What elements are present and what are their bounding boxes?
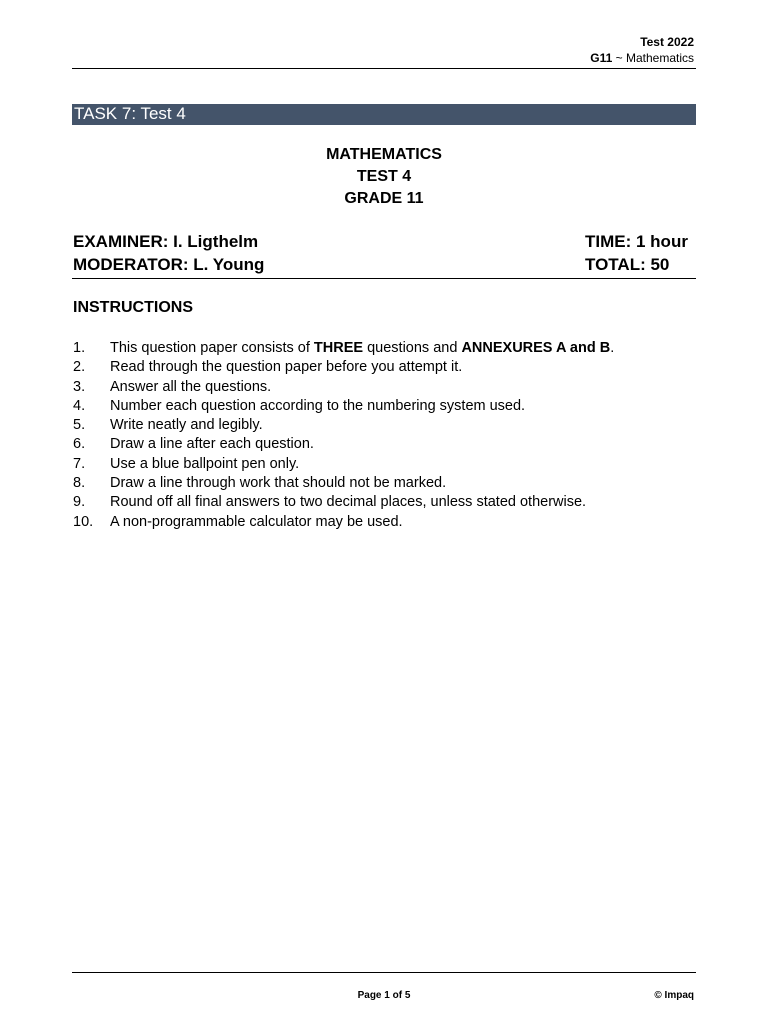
instruction-number: 6. xyxy=(73,436,86,453)
instruction-number: 9. xyxy=(73,494,86,511)
instruction-item xyxy=(73,397,614,416)
total-label: TOTAL: 50 xyxy=(585,255,670,274)
instruction-text: questions and xyxy=(363,340,462,356)
exam-staff xyxy=(73,230,264,276)
page-number: Page 1 of 5 xyxy=(357,990,411,1001)
instruction-number: 10. xyxy=(73,513,94,530)
instruction-text: Use a blue ballpoint pen only. xyxy=(110,455,300,472)
instruction-item xyxy=(73,513,614,532)
footer-divider xyxy=(72,972,696,973)
header-grade: G11 xyxy=(590,51,613,65)
instruction-text: Answer all the questions. xyxy=(110,378,272,395)
header-subject: ~ Mathematics xyxy=(612,51,694,65)
instruction-number: 3. xyxy=(73,378,86,395)
moderator-label: MODERATOR: L. Young xyxy=(73,255,265,274)
instruction-item xyxy=(73,493,614,512)
instruction-item xyxy=(73,378,614,397)
header-test-year: Test 2022 xyxy=(640,35,694,49)
instruction-text: Round off all final answers to two decimal places, unless stated otherwise. xyxy=(110,494,587,511)
instruction-number: 4. xyxy=(73,397,86,414)
info-divider xyxy=(72,278,696,279)
instruction-number: 7. xyxy=(73,455,86,472)
instruction-text: Draw a line after each question. xyxy=(110,436,314,453)
copyright: © Impaq xyxy=(654,990,694,1001)
title-subject: MATHEMATICS xyxy=(326,146,442,163)
exam-details xyxy=(585,230,688,276)
instruction-item xyxy=(73,358,614,377)
examiner-label: EXAMINER: I. Ligthelm xyxy=(73,232,259,251)
time-label: TIME: 1 hour xyxy=(585,232,688,251)
instruction-text: This question paper consists of xyxy=(110,340,314,356)
instruction-item xyxy=(73,455,614,474)
instruction-emphasis: THREE xyxy=(313,340,364,356)
instruction-text: A non-programmable calculator may be used. xyxy=(110,513,403,530)
instruction-text: Read through the question paper before you attempt it. xyxy=(110,359,463,376)
instructions-list xyxy=(73,339,614,532)
title-grade: GRADE 11 xyxy=(344,190,424,207)
instruction-item xyxy=(73,474,614,493)
instruction-item xyxy=(73,435,614,454)
instruction-number: 2. xyxy=(73,359,86,376)
header-divider xyxy=(72,68,696,69)
instruction-number: 1. xyxy=(73,340,86,356)
instructions-heading: INSTRUCTIONS xyxy=(73,299,193,316)
instruction-item xyxy=(73,416,614,435)
instruction-text: . xyxy=(610,340,615,356)
instruction-item xyxy=(73,339,614,358)
instruction-number: 5. xyxy=(73,417,86,434)
page-header xyxy=(590,34,694,66)
paper-title xyxy=(0,144,768,210)
instruction-number: 8. xyxy=(73,475,86,492)
title-test: TEST 4 xyxy=(356,168,412,185)
instruction-text: Draw a line through work that should not be marked. xyxy=(110,475,447,492)
header-grade-subject xyxy=(590,50,694,66)
task-bar: TASK 7: Test 4 xyxy=(72,104,696,125)
instruction-text: Number each question according to the numbering system used. xyxy=(110,397,526,414)
instruction-text: Write neatly and legibly. xyxy=(110,417,263,434)
instruction-emphasis: ANNEXURES A and B xyxy=(461,340,611,356)
